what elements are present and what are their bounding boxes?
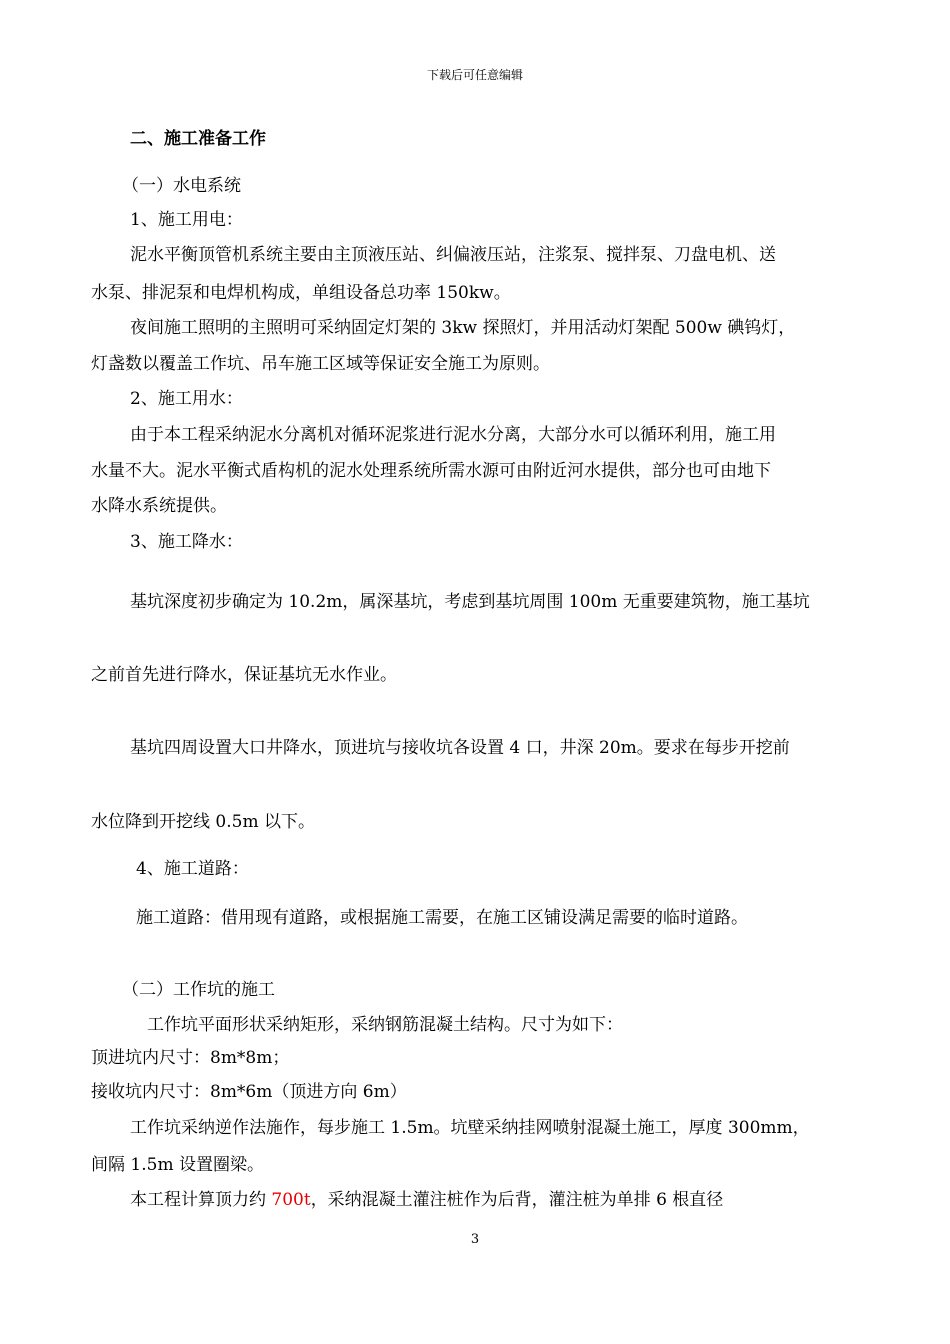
paragraph-line: 泥水平衡顶管机系统主要由主顶液压站、纠偏液压站，注浆泵、搅拌泵、刀盘电机、送 [130, 245, 776, 265]
paragraph-line-jacking-force [130, 1188, 723, 1212]
paragraph-line: 接收坑内尺寸：8m*6m（顶进方向 6m） [91, 1082, 407, 1102]
paragraph-line: 水降水系统提供。 [91, 496, 227, 516]
highlighted-value: 700t [271, 1190, 311, 1210]
section-title: 二、施工准备工作 [130, 129, 266, 149]
item-title-roads: 4、施工道路： [136, 859, 249, 879]
page-number: 3 [470, 1232, 480, 1247]
paragraph-line: 水泵、排泥泵和电焊机构成，单组设备总功率 150kw。 [91, 283, 511, 303]
paragraph-line: 施工道路：借用现有道路，或根据施工需要，在施工区铺设满足需要的临时道路。 [136, 908, 748, 928]
item-title-dewatering: 3、施工降水： [130, 532, 243, 552]
paragraph-line: 工作坑平面形状采纳矩形，采纳钢筋混凝土结构。尺寸为如下： [147, 1015, 623, 1035]
paragraph-line: 顶进坑内尺寸：8m*8m； [91, 1048, 290, 1068]
paragraph-line: 灯盏数以覆盖工作坑、吊车施工区域等保证安全施工为原则。 [91, 354, 550, 374]
paragraph-line: 基坑深度初步确定为 10.2m，属深基坑，考虑到基坑周围 100m 无重要建筑物，施工基坑 [130, 592, 810, 612]
header-note: 下载后可任意编辑 [426, 68, 523, 82]
paragraph-line: 间隔 1.5m 设置圈梁。 [91, 1155, 264, 1175]
subsection-title-water-power: （一）水电系统 [122, 176, 241, 196]
paragraph-line: 基坑四周设置大口井降水，顶进坑与接收坑各设置 4 口，井深 20m。要求在每步开挖前 [130, 738, 790, 758]
paragraph-line: 之前首先进行降水，保证基坑无水作业。 [91, 665, 397, 685]
paragraph-line: 水量不大。泥水平衡式盾构机的泥水处理系统所需水源可由附近河水提供，部分也可由地下 [91, 461, 771, 481]
paragraph-line: 夜间施工照明的主照明可采纳固定灯架的 3kw 探照灯，并用活动灯架配 500w 碘钨灯， [130, 318, 796, 338]
paragraph-line: 工作坑采纳逆作法施作，每步施工 1.5m。坑壁采纳挂网喷射混凝土施工，厚度 300mm， [130, 1118, 810, 1138]
item-title-water: 2、施工用水： [130, 389, 243, 409]
text-segment: ，采纳混凝土灌注桩作为后背，灌注桩为单排 6 根直径 [310, 1190, 724, 1210]
text-segment: 本工程计算顶力约 [130, 1190, 272, 1210]
paragraph-line: 由于本工程采纳泥水分离机对循环泥浆进行泥水分离，大部分水可以循环利用，施工用 [130, 425, 776, 445]
paragraph-line: 水位降到开挖线 0.5m 以下。 [91, 812, 315, 832]
subsection-title-work-pit: （二）工作坑的施工 [122, 980, 275, 1000]
item-title-power: 1、施工用电： [130, 210, 243, 230]
